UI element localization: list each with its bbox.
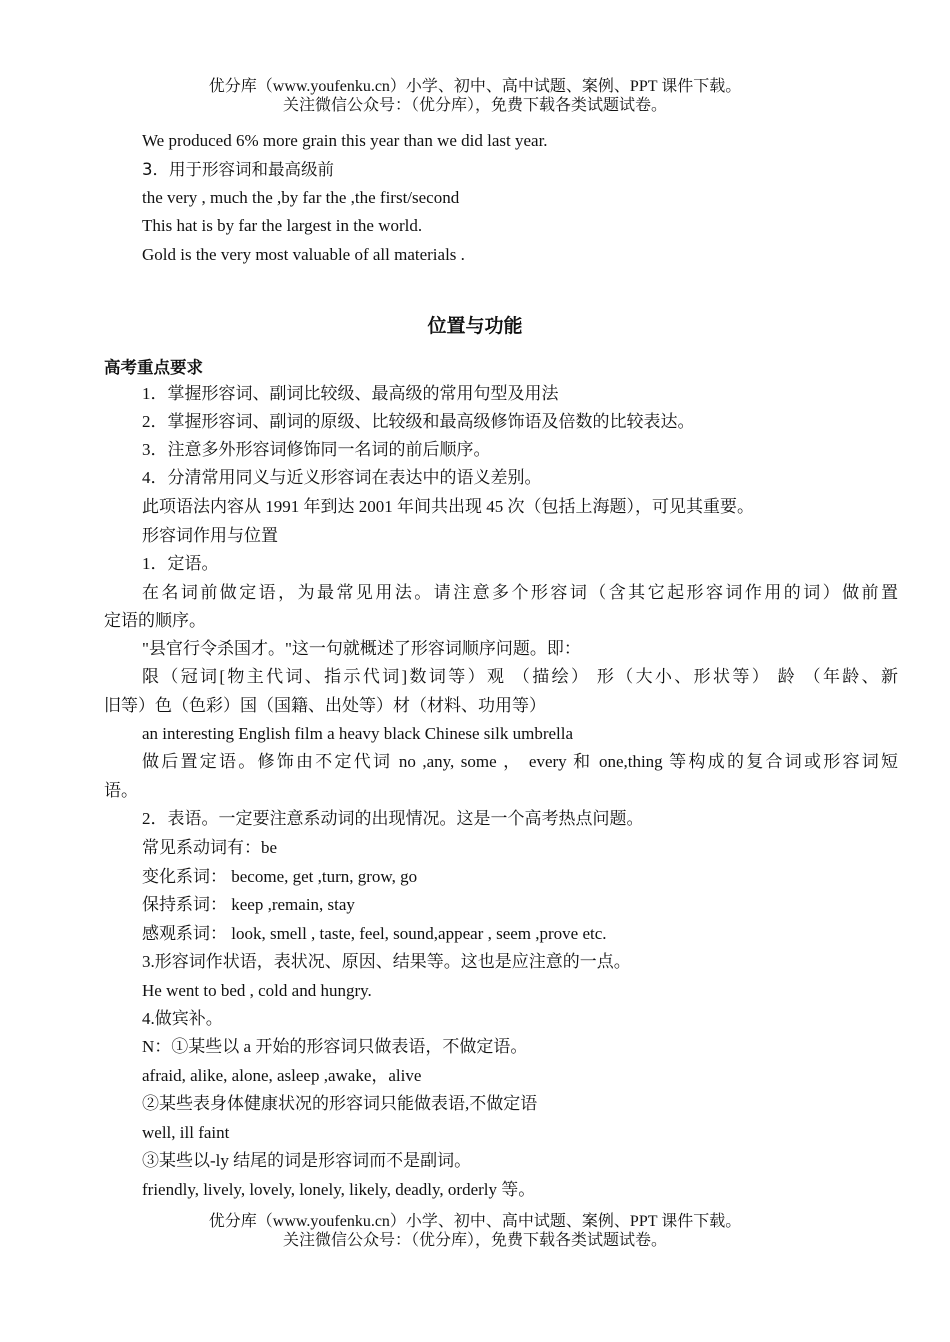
requirement-item: 2．掌握形容词、副词的原级、比较级和最高级修饰语及倍数的比较表达。 xyxy=(142,412,695,431)
postpositive-line-2: 语。 xyxy=(104,781,138,800)
page-footer xyxy=(0,1212,950,1250)
order-example: an interesting English film a heavy black Chinese silk umbrella xyxy=(142,724,574,743)
requirement-item: 4．分清常用同义与近义形容词在表达中的语义差别。 xyxy=(142,468,542,487)
linking-verbs-keep: 保持系词： keep ,remain, stay xyxy=(142,895,355,914)
example-gold: Gold is the very most valuable of all materials . xyxy=(142,245,465,264)
modifier-list: the very , much the ,by far the ,the first/second xyxy=(142,188,460,207)
note-a-words: afraid, alike, alone, asleep ,awake，alive xyxy=(142,1066,422,1085)
footer-line-1: 优分库（www.youfenku.cn）小学、初中、高中试题、案例、PPT 课件下载。 xyxy=(208,1213,742,1230)
attributive-paragraph-line-1: 在名词前做定语，为最常见用法。请注意多个形容词（含其它起形容词作用的词）做前置 xyxy=(142,583,898,602)
adverbial-title: 3.形容词作状语，表状况、原因、结果等。这也是应注意的一点。 xyxy=(142,952,631,971)
header-line-2: 关注微信公众号：（优分库），免费下载各类试题试卷。 xyxy=(282,97,667,114)
order-mnemonic: "县官行令杀国才。"这一句就概述了形容词顺序问题。即： xyxy=(142,639,581,658)
note-health-adjectives: ②某些表身体健康状况的形容词只能做表语,不做定语 xyxy=(142,1094,538,1113)
example-grain: We produced 6% more grain this year than we did last year. xyxy=(142,131,548,150)
complement-title: 4.做宾补。 xyxy=(142,1009,223,1028)
linking-verbs-sense: 感观系词： look, smell , taste, feel, sound,appear , seem ,prove etc. xyxy=(142,924,607,943)
note-ly-words: friendly, lively, lovely, lonely, likely, deadly, orderly 等。 xyxy=(142,1180,536,1199)
note-a-adjectives: N：①某些以 a 开始的形容词只做表语，不做定语。 xyxy=(142,1037,528,1056)
postpositive-line-1: 做后置定语。修饰由不定代词 no ,any, some ， every 和 one,thing 等构成的复合词或形容词短 xyxy=(142,752,898,771)
attributive-title: 1．定语。 xyxy=(142,554,219,573)
header-line-1: 优分库（www.youfenku.cn）小学、初中、高中试题、案例、PPT 课件下载。 xyxy=(208,78,742,95)
requirement-item: 3．注意多外形容词修饰同一名词的前后顺序。 xyxy=(142,440,491,459)
footer-line-2: 关注微信公众号：（优分库），免费下载各类试题试卷。 xyxy=(282,1232,667,1249)
requirement-item: 1．掌握形容词、副词比较级、最高级的常用句型及用法 xyxy=(142,384,559,403)
order-rule-line-2: 旧等）色（色彩）国（国籍、出处等）材（材料、功用等） xyxy=(104,696,546,715)
adverbial-example: He went to bed , cold and hungry. xyxy=(142,981,372,1000)
heading-superlative-modifiers: 3．用于形容词和最高级前 xyxy=(142,160,334,179)
linking-verbs-common: 常见系动词有：be xyxy=(142,838,278,857)
predicative-title: 2．表语。一定要注意系动词的出现情况。这是一个高考热点问题。 xyxy=(142,809,644,828)
page-header xyxy=(0,77,950,115)
adjective-role-subheading: 形容词作用与位置 xyxy=(142,526,278,545)
attributive-paragraph-line-2: 定语的顺序。 xyxy=(104,611,206,630)
order-rule-line-1: 限（冠词[物主代词、指示代词]数词等）观 （描绘） 形（大小、形状等） 龄 （年龄、新 xyxy=(142,667,898,686)
requirements-note: 此项语法内容从 1991 年到达 2001 年间共出现 45 次（包括上海题），可见其重要。 xyxy=(142,497,754,516)
linking-verbs-change: 变化系词： become, get ,turn, grow, go xyxy=(142,867,418,886)
example-hat: This hat is by far the largest in the world. xyxy=(142,216,423,235)
note-ly-adjectives: ③某些以-ly 结尾的词是形容词而不是副词。 xyxy=(142,1151,472,1170)
note-health-words: well, ill faint xyxy=(142,1123,230,1142)
requirements-heading: 高考重点要求 xyxy=(104,358,203,377)
section-title: 位置与功能 xyxy=(427,315,523,337)
